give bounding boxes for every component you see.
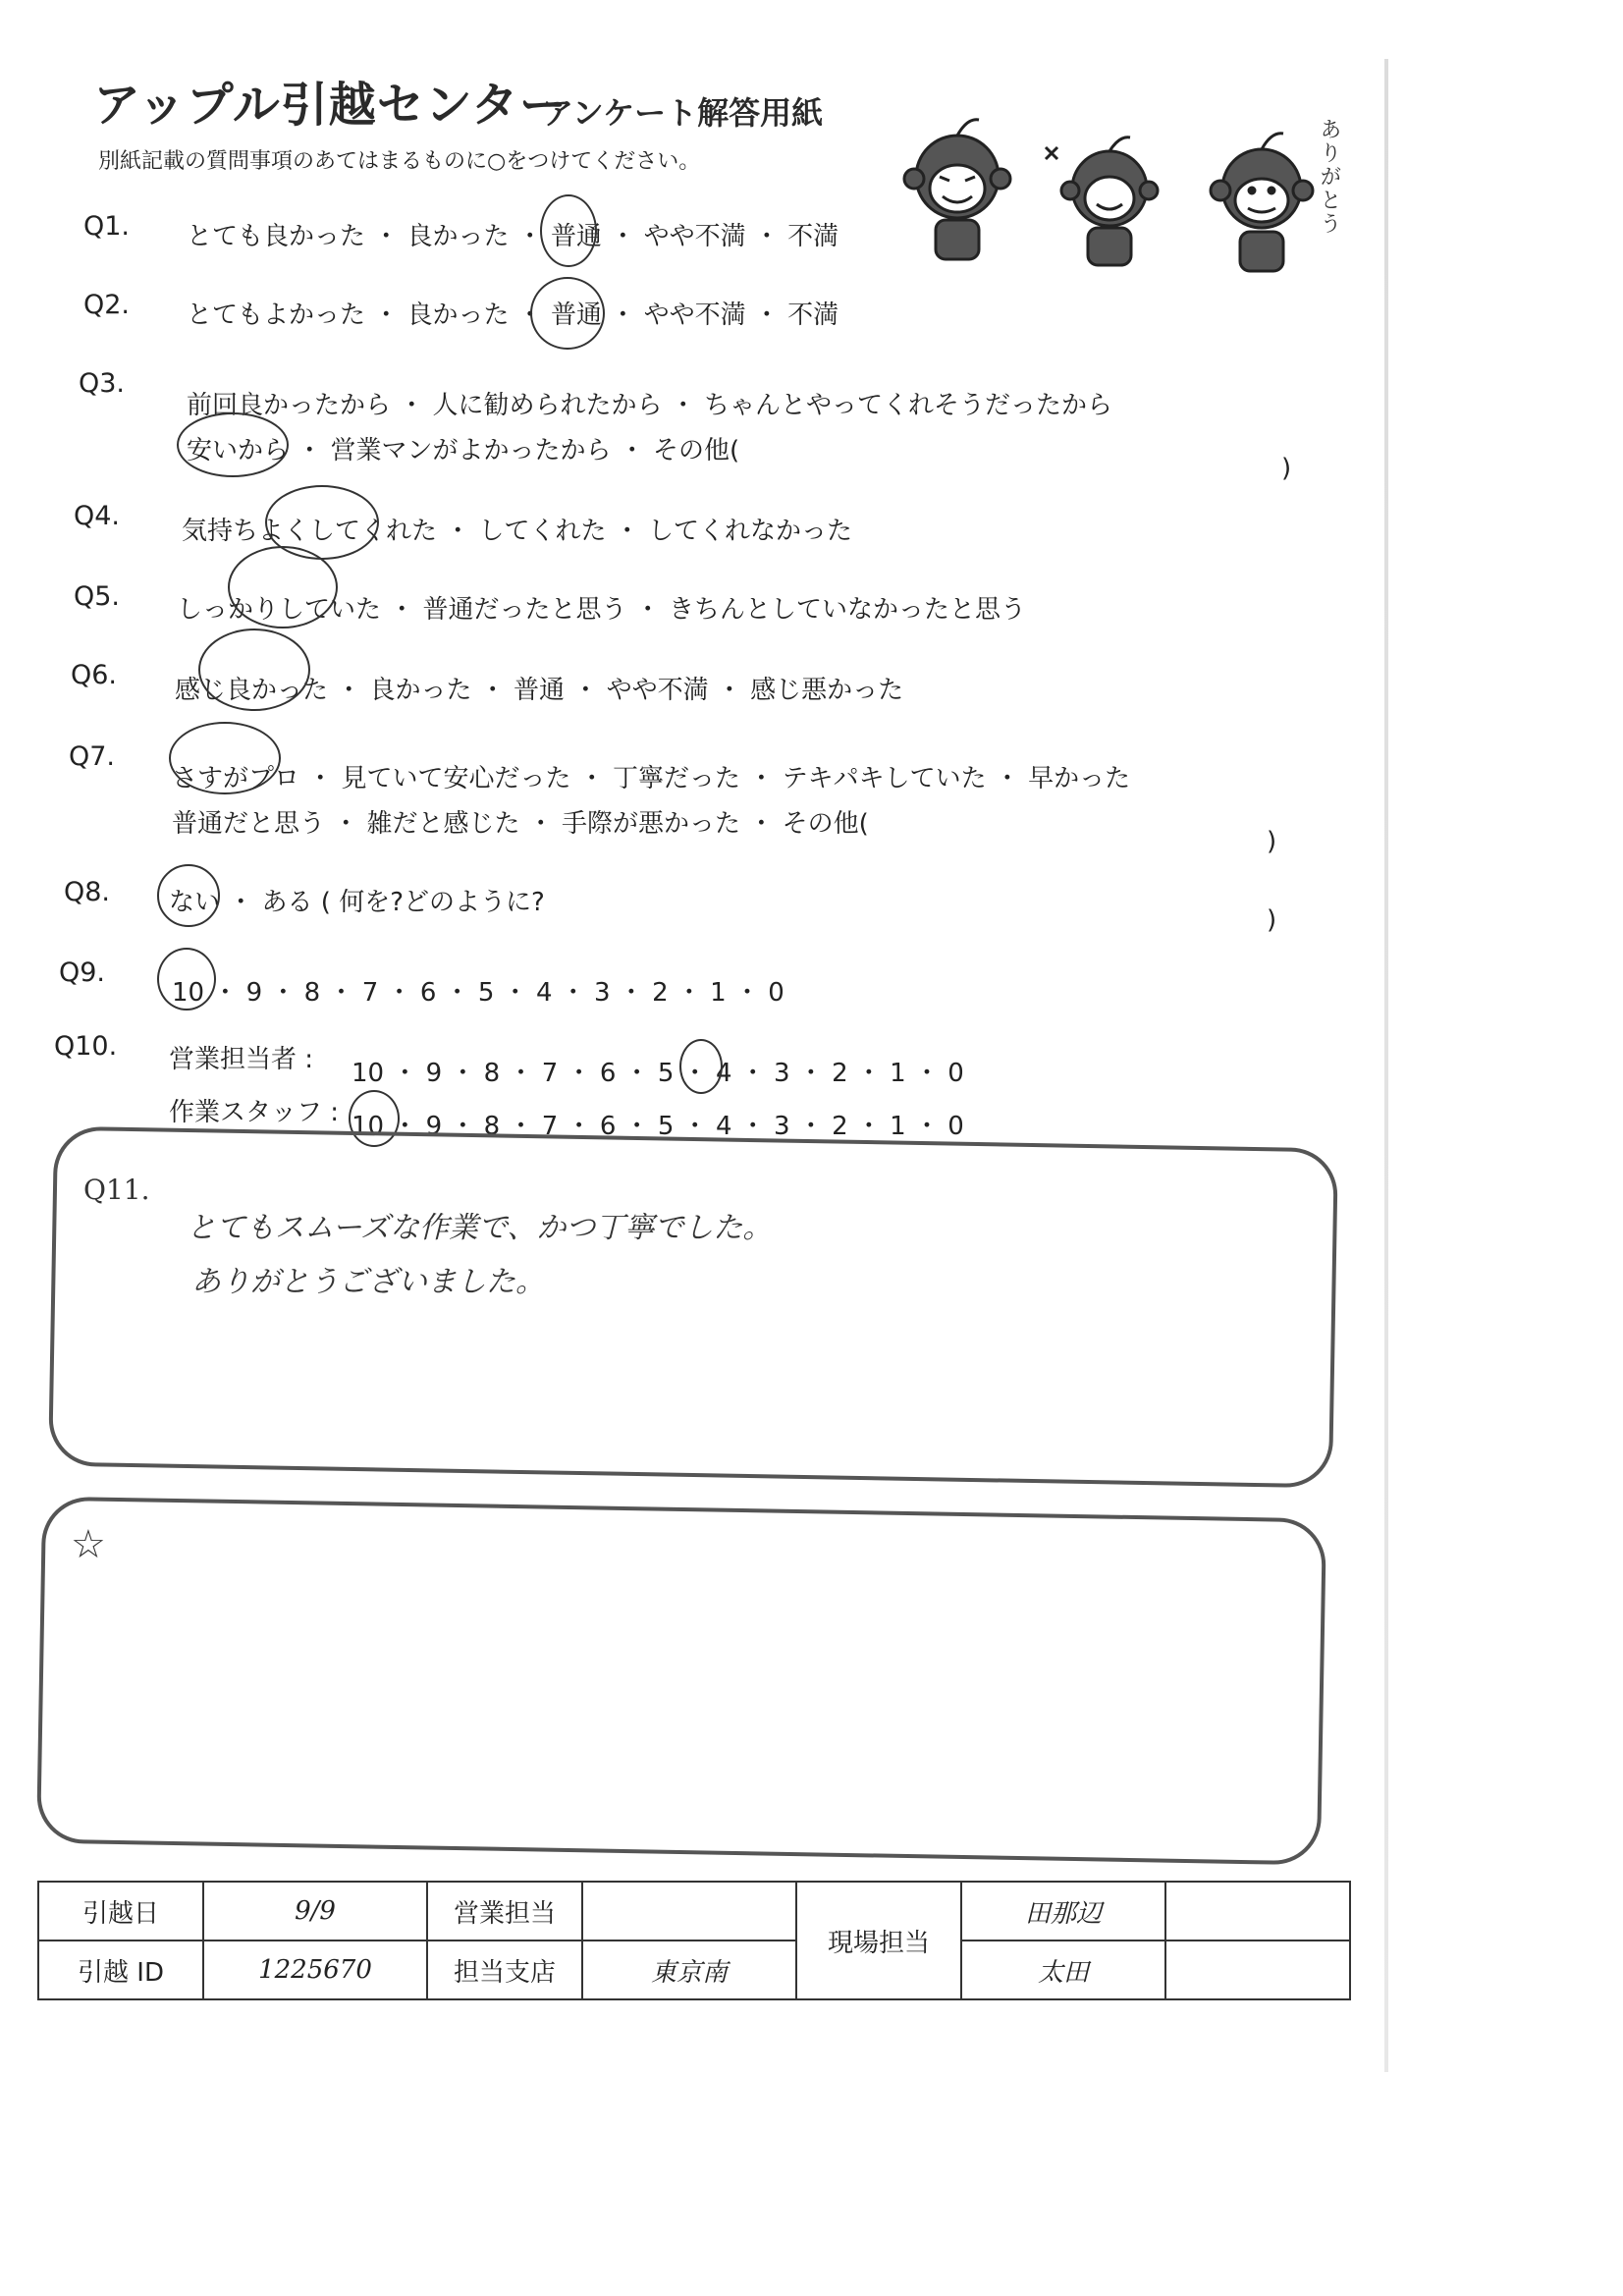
monkey-3-icon bbox=[1211, 134, 1313, 271]
q5-selection-circle bbox=[228, 546, 338, 629]
site-staff-extra-2[interactable] bbox=[1165, 1941, 1350, 1999]
q9-label: Q9. bbox=[59, 957, 106, 988]
q2-options[interactable]: とてもよかった ・ 良かった ・ 普通 ・ やや不満 ・ 不満 bbox=[187, 301, 839, 330]
form-subtitle: アンケート解答用紙 bbox=[542, 94, 824, 132]
q4-options[interactable]: 気持ちよくしてくれた ・ してくれた ・ してくれなかった bbox=[182, 517, 853, 546]
q10-label: Q10. bbox=[54, 1031, 118, 1062]
site-staff-label: 現場担当 bbox=[796, 1882, 961, 1999]
q4-label: Q4. bbox=[74, 501, 121, 531]
q8-selection-circle bbox=[157, 864, 220, 927]
q10-staff-label: 作業スタッフ : bbox=[169, 1098, 340, 1127]
site-staff-value-2[interactable]: 太田 bbox=[961, 1941, 1165, 1999]
site-staff-extra-1[interactable] bbox=[1165, 1882, 1350, 1941]
instruction-text: 別紙記載の質問事項のあてはまるものに○をつけてください。 bbox=[98, 149, 701, 174]
q5-label: Q5. bbox=[74, 581, 121, 612]
branch-label: 担当支店 bbox=[427, 1941, 582, 1999]
sales-rep-value[interactable] bbox=[582, 1882, 796, 1941]
monkey-mascots-illustration bbox=[889, 98, 1350, 285]
q8-options[interactable]: ない ・ ある ( 何を?どのように? bbox=[169, 888, 545, 917]
arigatou-text: ありがとう bbox=[1317, 118, 1341, 236]
monkey-1-icon bbox=[904, 120, 1010, 259]
monkey-2-icon bbox=[1046, 137, 1158, 265]
q10-sales-label: 営業担当者 : bbox=[169, 1045, 314, 1074]
site-staff-value-1[interactable]: 田那辺 bbox=[961, 1882, 1165, 1941]
q6-label: Q6. bbox=[71, 660, 118, 690]
paper-edge bbox=[1384, 59, 1388, 2072]
move-id-value[interactable]: 1225670 bbox=[203, 1941, 427, 1999]
sales-rep-label: 営業担当 bbox=[427, 1882, 582, 1941]
q11-answer-line1: とてもスムーズな作業で、かつ丁寧でした。 bbox=[187, 1211, 773, 1245]
q7-label: Q7. bbox=[69, 741, 116, 772]
q8-label: Q8. bbox=[64, 877, 111, 907]
q1-label: Q1. bbox=[83, 211, 131, 242]
q9-options[interactable]: 10 ・ 9 ・ 8 ・ 7 ・ 6 ・ 5 ・ 4 ・ 3 ・ 2 ・ 1 ・ 0 bbox=[172, 978, 784, 1008]
q9-selection-circle bbox=[157, 948, 216, 1011]
move-id-label: 引越 ID bbox=[38, 1941, 203, 1999]
q3-options-line1[interactable]: 前回良かったから ・ 人に勧められたから ・ ちゃんとやってくれそうだったから bbox=[187, 391, 1113, 420]
brand-title: アップル引越センター bbox=[93, 78, 568, 133]
q10-sales-selection-circle bbox=[679, 1039, 723, 1094]
q6-selection-circle bbox=[198, 629, 310, 711]
q7-options-line2[interactable]: 普通だと思う ・ 雑だと感じた ・ 手際が悪かった ・ その他( bbox=[172, 809, 869, 839]
q11-label: Q11. bbox=[83, 1174, 150, 1206]
q8-close-paren: ) bbox=[1267, 905, 1277, 935]
q3-label: Q3. bbox=[79, 368, 126, 399]
q3-options-line2[interactable]: 安いから ・ 営業マンがよかったから ・ その他( bbox=[187, 436, 740, 465]
q7-selection-circle bbox=[169, 722, 281, 794]
free-comment-box[interactable] bbox=[36, 1497, 1326, 1866]
q3-close-paren: ) bbox=[1281, 454, 1292, 483]
q6-options[interactable]: 感じ良かった ・ 良かった ・ 普通 ・ やや不満 ・ 感じ悪かった bbox=[175, 676, 904, 705]
q1-selection-circle bbox=[540, 194, 597, 267]
q11-answer-line2: ありがとうございました。 bbox=[191, 1265, 545, 1299]
q2-label: Q2. bbox=[83, 290, 131, 320]
q5-options[interactable]: しっかりしていた ・ 普通だったと思う ・ きちんとしていなかったと思う bbox=[177, 595, 1027, 625]
q2-selection-circle bbox=[530, 277, 605, 350]
footer-info-table bbox=[37, 1881, 1351, 2000]
q7-options-line1[interactable]: さすがプロ ・ 見ていて安心だった ・ 丁寧だった ・ テキパキしていた ・ 早かった bbox=[172, 764, 1131, 793]
star-icon: ☆ bbox=[71, 1522, 106, 1567]
branch-value[interactable]: 東京南 bbox=[582, 1941, 796, 1999]
q10-sales-options[interactable]: 10 ・ 9 ・ 8 ・ 7 ・ 6 ・ 5 ・ 4 ・ 3 ・ 2 ・ 1 ・ 0 bbox=[352, 1059, 964, 1088]
q3-selection-circle bbox=[177, 412, 289, 477]
q10-staff-options[interactable]: 10 ・ 9 ・ 8 ・ 7 ・ 6 ・ 5 ・ 4 ・ 3 ・ 2 ・ 1 ・ 0 bbox=[352, 1112, 964, 1141]
q11-answer-box[interactable] bbox=[48, 1126, 1338, 1489]
move-date-label: 引越日 bbox=[38, 1882, 203, 1941]
move-date-value[interactable]: 9/9 bbox=[203, 1882, 427, 1941]
q7-close-paren: ) bbox=[1267, 827, 1277, 856]
q1-options[interactable]: とても良かった ・ 良かった ・ 普通 ・ やや不満 ・ 不満 bbox=[187, 222, 839, 251]
